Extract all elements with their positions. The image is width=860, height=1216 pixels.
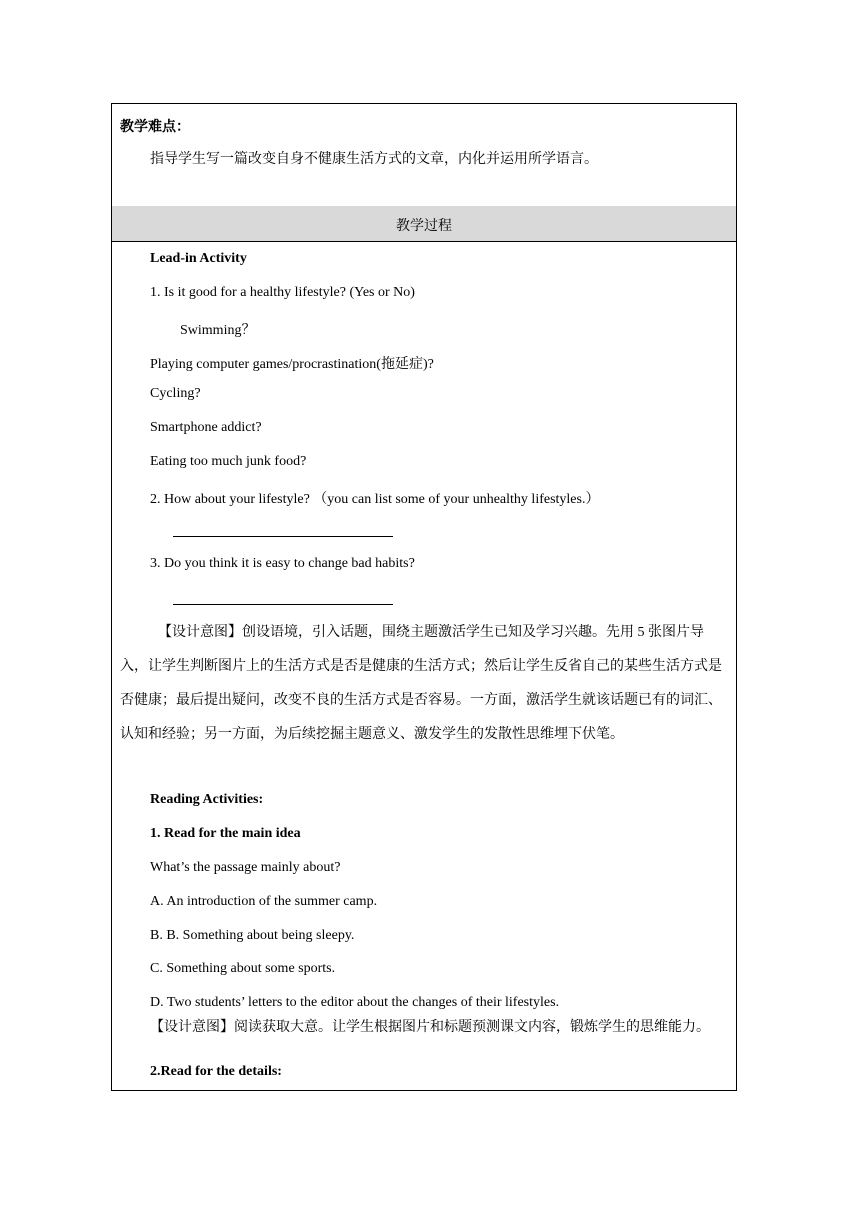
lead-in-q1: 1. Is it good for a healthy lifestyle? (Yes or No) [150, 285, 415, 300]
reading-question: What’s the passage mainly about? [150, 860, 341, 875]
lead-in-q3: 3. Do you think it is easy to change bad habits? [150, 556, 415, 571]
answer-line [173, 604, 393, 605]
teaching-difficulty-cell [112, 104, 736, 207]
reading-sub2: 2.Read for the details: [150, 1064, 282, 1079]
difficulty-text: 指导学生写一篇改变自身不健康生活方式的文章，内化并运用所学语言。 [150, 152, 598, 167]
lead-in-item: Eating too much junk food? [150, 454, 307, 469]
reading-title: Reading Activities: [150, 792, 264, 807]
lead-in-item: Cycling? [150, 386, 201, 401]
difficulty-heading: 教学难点： [120, 120, 190, 135]
design-intent-2: 【设计意图】阅读获取大意。让学生根据图片和标题预测课文内容，锻炼学生的思维能力。 [150, 1020, 710, 1035]
lesson-plan-table [111, 103, 737, 1091]
lead-in-q2: 2. How about your lifestyle? （you can list some of your unhealthy lifestyles.） [150, 492, 600, 507]
answer-line [173, 536, 393, 537]
design-intent-1: 【设计意图】创设语境，引入话题，围绕主题激活学生已知及学习兴趣。先用 5 张图片导入，让学生判断图片上的生活方式是否是健康的生活方式；然后让学生反省自己的某些生活方式是否健康；最后提出疑问，改变不良的生活方式是否容易。一方面，激活学生就该话题已有的词汇、认知和经验；另一方面，为后续挖掘主题意义、激发学生的发散性思维埋下伏笔。 [120, 625, 722, 742]
option-d: D. Two students’ letters to the editor about the changes of their lifestyles. [150, 995, 560, 1010]
process-header: 教学过程 [396, 219, 452, 234]
reading-sub1: 1. Read for the main idea [150, 826, 301, 841]
process-header-row [112, 206, 736, 242]
option-a: A. An introduction of the summer camp. [150, 894, 378, 909]
lead-in-item: Playing computer games/procrastination(拖延症)? [150, 357, 434, 372]
lead-in-item: Swimming？ [180, 323, 256, 338]
option-b: B. B. Something about being sleepy. [150, 928, 355, 943]
option-c: C. Something about some sports. [150, 961, 336, 976]
lead-in-item: Smartphone addict? [150, 420, 262, 435]
lead-in-title: Lead-in Activity [150, 251, 247, 266]
